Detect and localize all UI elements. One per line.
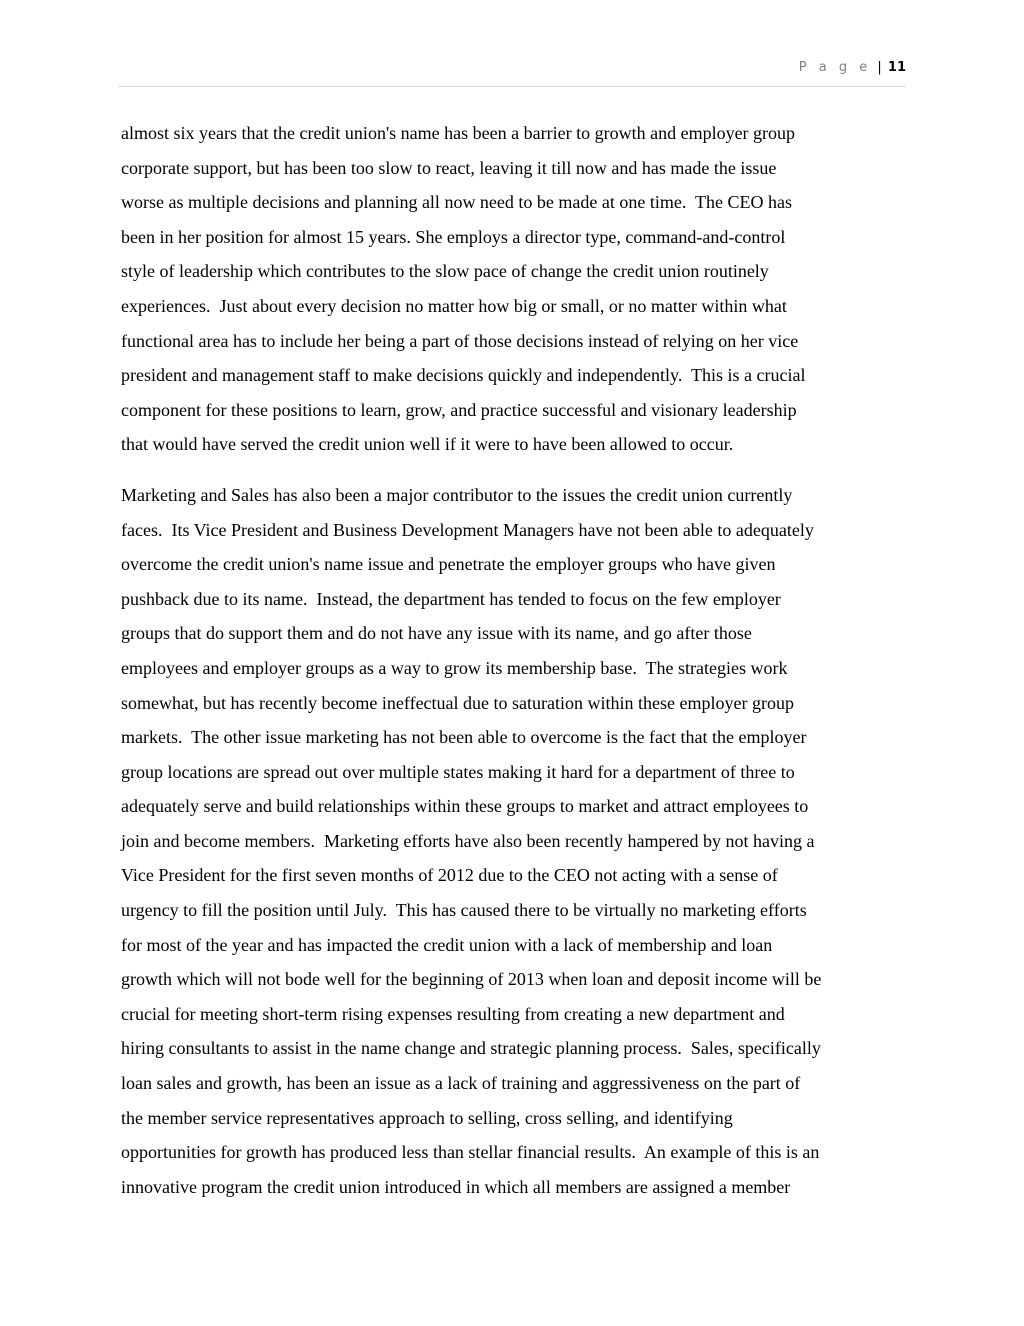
text-line: groups that do support them and do not have any issue with its name, and go after those bbox=[121, 623, 752, 644]
body-text bbox=[121, 116, 921, 1220]
page-separator: | bbox=[877, 60, 882, 75]
text-line: been in her position for almost 15 years. She employs a director type, command-and-control bbox=[121, 226, 786, 247]
text-line: hiring consultants to assist in the name change and strategic planning process. Sales, specifically bbox=[121, 1038, 821, 1059]
text-line: corporate support, but has been too slow to react, leaving it till now and has made the issue bbox=[121, 157, 777, 178]
text-line: for most of the year and has impacted the credit union with a lack of membership and loan bbox=[121, 934, 773, 955]
text-line: join and become members. Marketing efforts have also been recently hampered by not having a bbox=[121, 830, 815, 851]
text-line: markets. The other issue marketing has not been able to overcome is the fact that the employer bbox=[121, 727, 807, 748]
text-line: growth which will not bode well for the beginning of 2013 when loan and deposit income will be bbox=[121, 969, 822, 990]
text-line: loan sales and growth, has been an issue as a lack of training and aggressiveness on the part of bbox=[121, 1073, 801, 1094]
text-line: opportunities for growth has produced less than stellar financial results. An example of this is an bbox=[121, 1142, 820, 1163]
text-line: innovative program the credit union introduced in which all members are assigned a member bbox=[121, 1176, 791, 1197]
text-line: the member service representatives approach to selling, cross selling, and identifying bbox=[121, 1107, 733, 1128]
text-line: employees and employer groups as a way to grow its membership base. The strategies work bbox=[121, 657, 788, 678]
paragraph-1 bbox=[121, 116, 921, 462]
text-line: Vice President for the first seven months of 2012 due to the CEO not acting with a sense of bbox=[121, 865, 778, 886]
text-line: worse as multiple decisions and planning all now need to be made at one time. The CEO has bbox=[121, 192, 793, 213]
text-line: component for these positions to learn, grow, and practice successful and visionary leadership bbox=[121, 399, 797, 420]
text-line: president and management staff to make decisions quickly and independently. This is a crucial bbox=[121, 365, 806, 386]
text-line: pushback due to its name. Instead, the department has tended to focus on the few employer bbox=[121, 588, 781, 609]
text-line: faces. Its Vice President and Business Development Managers have not been able to adequately bbox=[121, 519, 814, 540]
page-header bbox=[118, 60, 906, 87]
page-number: 11 bbox=[887, 60, 906, 75]
text-line: that would have served the credit union well if it were to have been allowed to occur. bbox=[121, 434, 734, 455]
text-line: somewhat, but has recently become ineffectual due to saturation within these employer group bbox=[121, 692, 794, 713]
text-line: overcome the credit union's name issue and penetrate the employer groups who have given bbox=[121, 554, 776, 575]
page-label: P a g e bbox=[798, 60, 872, 75]
text-line: crucial for meeting short-term rising expenses resulting from creating a new department and bbox=[121, 1003, 785, 1024]
text-line: urgency to fill the position until July. This has caused there to be virtually no marketing efforts bbox=[121, 900, 807, 921]
text-line: group locations are spread out over multiple states making it hard for a department of three to bbox=[121, 761, 795, 782]
text-line: adequately serve and build relationships within these groups to market and attract employees to bbox=[121, 796, 809, 817]
text-line: Marketing and Sales has also been a major contributor to the issues the credit union currently bbox=[121, 484, 793, 505]
text-line: style of leadership which contributes to the slow pace of change the credit union routinely bbox=[121, 261, 769, 282]
text-line: almost six years that the credit union's name has been a barrier to growth and employer group bbox=[121, 123, 796, 143]
text-line: functional area has to include her being a part of those decisions instead of relying on her vice bbox=[121, 330, 799, 351]
text-line: experiences. Just about every decision no matter how big or small, or no matter within what bbox=[121, 295, 787, 316]
paragraph-2 bbox=[121, 478, 921, 1204]
